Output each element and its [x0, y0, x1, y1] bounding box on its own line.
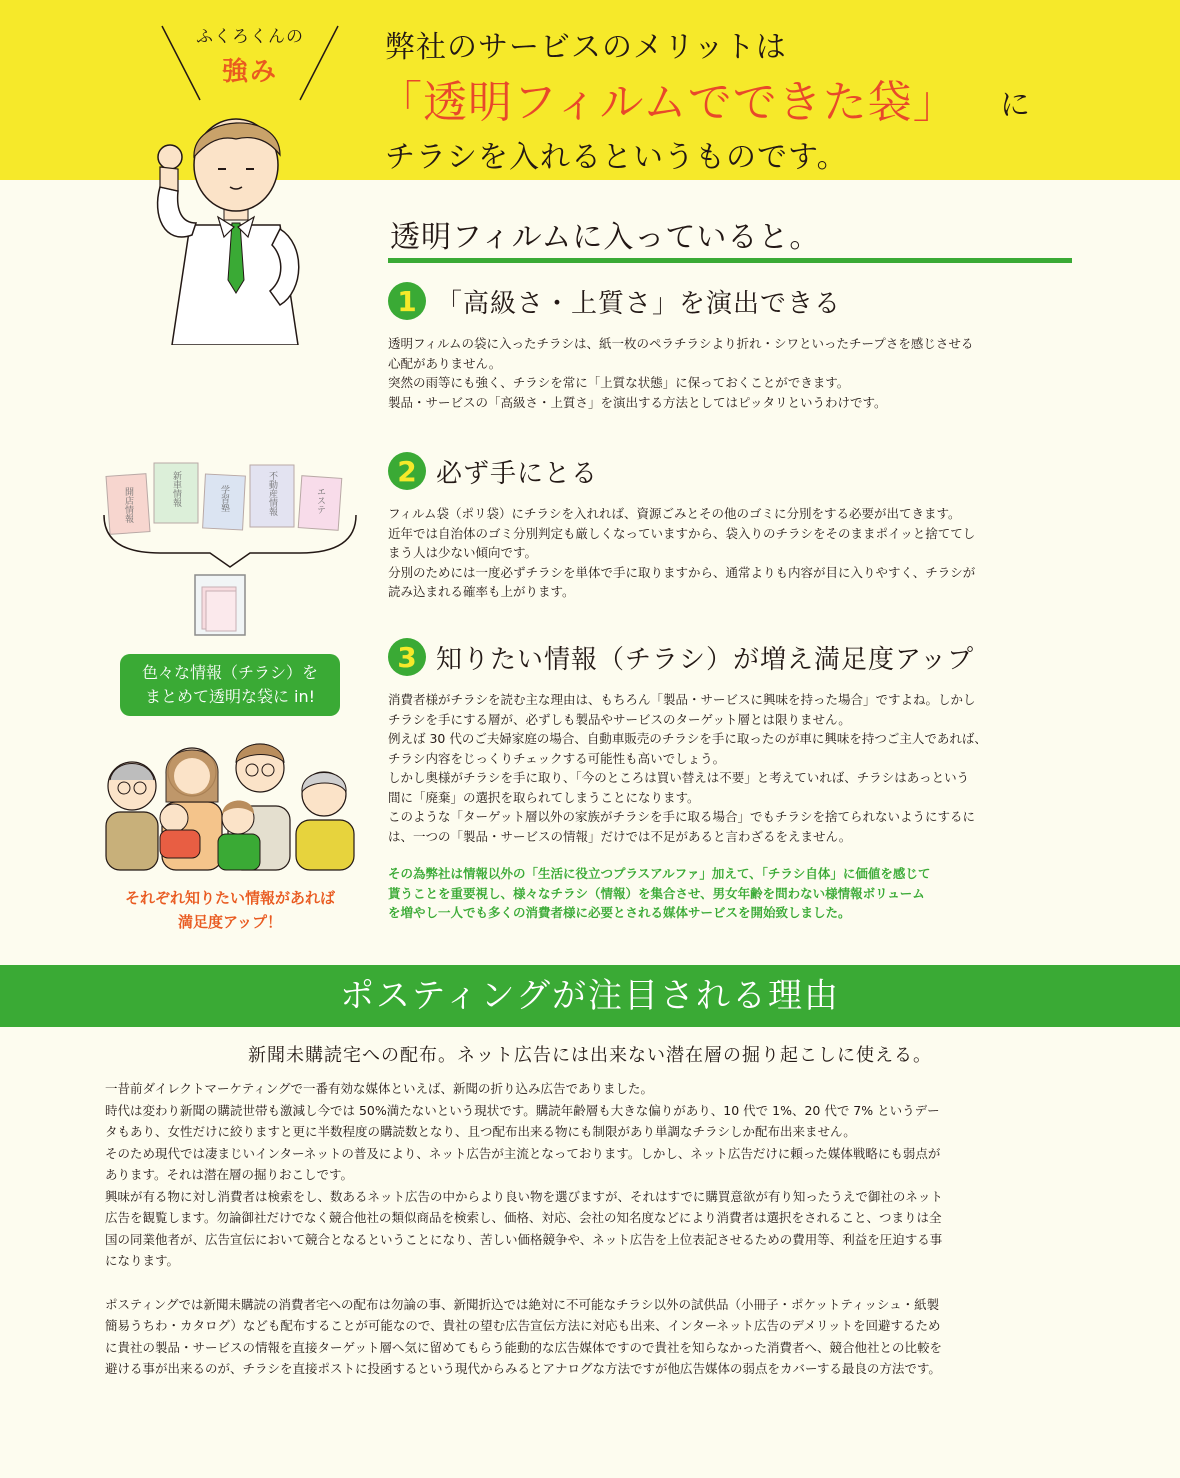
body-line: そのため現代では凄まじいインターネットの普及により、ネット広告が主流となっております。しかし、ネット広告だけに頼った媒体戦略にも弱点が — [105, 1145, 941, 1161]
body-line: 国の同業他者が、広告宣伝において競合となるということになり、苦しい価格競争や、ネット広告を上位表記させるための費用等、利益を圧迫する事 — [105, 1231, 943, 1247]
body-line: は、一つの「製品・サービスの情報」だけでは不足があると言わざるをえません。 — [388, 828, 852, 844]
body-line: チラシを手にする層が、必ずしも製品やサービスのターゲット層とは限りません。 — [388, 711, 851, 727]
point-title: 必ず手にとる — [436, 458, 599, 489]
body-line: 製品・サービスの「高級さ・上質さ」を演出する方法としてはピッタリというわけです。 — [388, 394, 887, 410]
tag-line2: 強み — [221, 57, 278, 87]
body-line: になります。 — [105, 1253, 180, 1268]
point-title: 知りたい情報（チラシ）が増え満足度アップ — [436, 644, 975, 675]
point-number-badge: 2 — [388, 452, 426, 490]
benefits-title: 透明フィルムに入っていると。 — [390, 220, 821, 255]
body-line: ポスティングでは新聞未購読の消費者宅への配布は勿論の事、新聞折込では絶対に不可能なチラシ以外の試供品（小冊子・ポケットティッシュ・紙製 — [105, 1296, 940, 1312]
body-line: 時代は変わり新聞の購読世帯も激減し今では 50%満たないという現状です。購読年齢層も大きな偏りがあり、10 代で 1%、20 代で 7% というデー — [105, 1102, 940, 1118]
body-line: 読み込まれる確率も上がります。 — [388, 584, 575, 599]
tag-line1: ふくろくんの — [196, 27, 304, 47]
clear-bag-bubble — [120, 654, 340, 716]
flyer-shop-open — [106, 474, 150, 535]
headline-line2: 「透明フィルムでできた袋」 — [378, 77, 958, 128]
posting-body — [105, 1078, 1080, 1380]
service-note — [388, 864, 1078, 923]
body-line: まう人は少ない傾向です。 — [388, 545, 538, 560]
flyer-label: 新車情報 — [171, 471, 181, 507]
posting-subtitle: 新聞未購読宅への配布。ネット広告には出来ない潜在層の掘り起こしに使える。 — [248, 1045, 932, 1066]
point-number-badge: 1 — [388, 282, 426, 320]
caption-line: それぞれ知りたい情報があれば — [124, 889, 335, 907]
body-line: 近年では自治体のゴミ分別判定も厳しくなっていますから、袋入りのチラシをそのままポイッと捨ててし — [388, 525, 976, 541]
body-line: 間に「廃棄」の選択を取られてしまうことになります。 — [388, 789, 700, 805]
body-line: フィルム袋（ポリ袋）にチラシを入れれば、資源ごみとその他のゴミに分別をする必要が出てきます。 — [388, 506, 961, 521]
note-line: を増やし一人でも多くの消費者様に必要とされる媒体サービスを開始致しました。 — [388, 905, 851, 920]
bubble-line: まとめて透明な袋に in! — [144, 687, 316, 706]
point-3 — [388, 636, 1078, 923]
flyer-label: 学習塾 — [219, 485, 229, 512]
flyer-label: エステ — [315, 487, 325, 514]
body-line: 分別のためには一度必ずチラシを単体で手に取りますから、通常よりも内容が目に入りやすく、チラシが — [388, 564, 976, 580]
body-line: 心配がありません。 — [388, 355, 502, 371]
flyer-cram-school — [203, 474, 246, 530]
flyer-new-car — [154, 463, 198, 523]
flyer-label: 不動産情報 — [267, 471, 277, 516]
point-body — [388, 334, 1078, 412]
note-line: 貰うことを重要視し、様々なチラシ（情報）を集合させ、男女年齢を問わない様情報ボリューム — [388, 885, 925, 901]
flyer-beauty — [298, 476, 342, 531]
body-line: に貴社の製品・サービスの情報を直接ターゲット層へ気に留めてもらう能動的な広告媒体ですので貴社を知らなかった消費者へ、競合他社との比較を — [105, 1339, 943, 1355]
body-line: 突然の雨等にも強く、チラシを常に「上質な状態」に保っておくことができます。 — [388, 375, 850, 390]
headline-line1: 弊社のサービスのメリットは — [385, 30, 787, 65]
body-line: 例えば 30 代のご夫婦家庭の場合、自動車販売のチラシを手に取ったのが車に興味を持つご主人であれば、 — [388, 731, 987, 746]
body-line: あります。それは潜在層の掘りおこしです。 — [105, 1167, 354, 1182]
point-1 — [388, 280, 1078, 412]
body-line: 興味が有る物に対し消費者は検索をし、数あるネット広告の中からより良い物を選びますが、それはすでに購買意欲が有り知ったうえで御社のネット — [105, 1188, 943, 1204]
body-line: 透明フィルムの袋に入ったチラシは、紙一枚のペラチラシより折れ・シワといったチープさを感じさせる — [388, 336, 974, 351]
flyers-illustration — [100, 455, 360, 645]
body-line: しかし奥様がチラシを手に取り、「今のところは買い替えは不要」と考えていれば、チラシはあっという — [388, 770, 970, 785]
posting-section-title: ポスティングが注目される理由 — [0, 965, 1180, 1027]
benefits-title-rule — [388, 258, 1072, 263]
body-line: タもあり、女性だけに絞りますと更に半数程度の購読数となり、且つ配布出来る物にも制限があり単調なチラシしか配布出来ません。 — [105, 1124, 856, 1139]
point-2 — [388, 450, 1078, 602]
family-caption — [100, 886, 360, 934]
flyer-label: 開店情報 — [123, 487, 133, 523]
body-line: 広告を観覧します。勿論御社だけでなく競合他社の類似商品を検索し、価格、対応、会社の知名度などにより消費者は選択をされること、つまりは全 — [105, 1210, 942, 1225]
body-line: 消費者様がチラシを読む主な理由は、もちろん「製品・サービスに興味を持った場合」ですよね。しかし — [388, 692, 976, 707]
point-body — [388, 690, 1078, 846]
note-line: その為弊社は情報以外の「生活に役立つプラスアルファ」加えて、「チラシ自体」に価値を感じて — [388, 866, 931, 881]
mascot-man-illustration — [140, 95, 320, 345]
body-line: このような「ターゲット層以外の家族がチラシを手に取る場合」でもチラシを捨てられないようにするに — [388, 809, 976, 824]
headline-line3: チラシを入れるというものです。 — [385, 140, 848, 175]
body-line: 簡易うちわ・カタログ）なども配布することが可能なので、貴社の望む広告宣伝方法に対応も出来、インターネット広告のデメリットを回避するため — [105, 1318, 941, 1333]
point-body — [388, 504, 1078, 602]
family-illustration — [100, 722, 360, 872]
paragraph-gap — [105, 1272, 1080, 1294]
body-line: 一昔前ダイレクトマーケティングで一番有効な媒体といえば、新聞の折り込み広告でありました。 — [105, 1081, 654, 1096]
body-line: チラシ内容をじっくりチェックする可能性も高いでしょう。 — [388, 750, 726, 766]
headline-line2-suffix: に — [1000, 88, 1030, 123]
point-title: 「高級さ・上質さ」を演出できる — [436, 288, 842, 319]
flyer-real-estate — [250, 465, 294, 527]
caption-line: 満足度アップ！ — [178, 913, 282, 931]
point-number-badge: 3 — [388, 638, 426, 676]
bubble-line: 色々な情報（チラシ）を — [141, 663, 318, 682]
body-line: 避ける事が出来るのが、チラシを直接ポストに投函するという現代からみるとアナログな方法ですが他広告媒体の弱点をカバーする最良の方法です。 — [105, 1361, 941, 1376]
